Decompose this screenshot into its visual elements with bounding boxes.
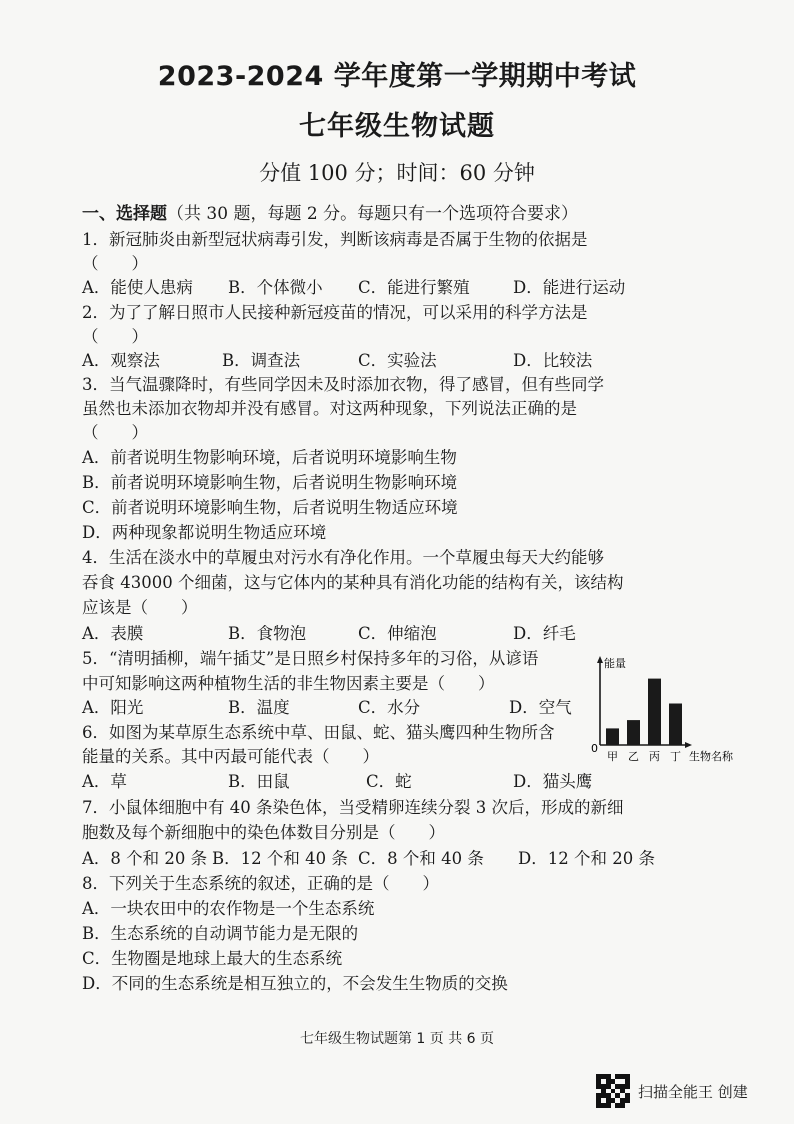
q5-stem-2: 中可知影响这两种植物生活的非生物因素主要是（ ）	[82, 674, 495, 693]
q1-option-c: C．能进行繁殖	[358, 278, 470, 297]
q1-option-b: B．个体微小	[228, 278, 323, 297]
q5-option-c: C．水分	[358, 698, 421, 717]
q2-paren: （ ）	[82, 327, 148, 346]
chart-bar-1	[606, 728, 619, 745]
q1-option-d: D．能进行运动	[513, 278, 626, 297]
chart-category-label-2: 乙	[628, 750, 639, 763]
q2-option-b: B．调查法	[222, 351, 301, 370]
q8-option-b: B．生态系统的自动调节能力是无限的	[82, 924, 359, 943]
q8-option-a: A．一块农田中的农作物是一个生态系统	[82, 899, 375, 918]
q3-option-a: A．前者说明生物影响环境，后者说明环境影响生物	[82, 448, 457, 467]
q3-paren: （ ）	[82, 423, 148, 442]
chart-origin-label: 0	[591, 742, 598, 755]
q7-option-a: A．8 个和 20 条	[82, 849, 208, 868]
q1-paren: （ ）	[82, 254, 148, 273]
q5-option-a: A．阳光	[82, 698, 144, 717]
exam-subtitle: 七年级生物试题	[299, 111, 495, 142]
section-note: （共 30 题，每题 2 分。每题只有一个选项符合要求）	[167, 204, 579, 224]
chart-y-axis-label: 能量	[604, 657, 626, 670]
q4-option-b: B．食物泡	[228, 624, 307, 643]
q4-stem-1: 4．生活在淡水中的草履虫对污水有净化作用。一个草履虫每天大约能够	[82, 548, 604, 567]
q2-option-a: A．观察法	[82, 351, 160, 370]
q3-option-b: B．前者说明环境影响生物，后者说明生物影响环境	[82, 473, 458, 492]
q7-stem-1: 7．小鼠体细胞中有 40 条染色体，当受精卵连续分裂 3 次后，形成的新细	[82, 798, 624, 817]
q3-stem-2: 虽然也未添加衣物却并没有感冒。对这两种现象，下列说法正确的是	[82, 399, 577, 418]
chart-x-axis-label: 生物名称	[689, 750, 733, 763]
q4-stem-2: 吞食 43000 个细菌，这与它体内的某种具有消化功能的结构有关，该结构	[82, 573, 624, 592]
q4-option-a: A．表膜	[82, 624, 144, 643]
page-footer: 七年级生物试题第 1 页 共 6 页	[299, 1031, 495, 1047]
q2-stem: 2．为了了解日照市人民接种新冠疫苗的情况，可以采用的科学方法是	[82, 303, 588, 322]
chart-x-axis-arrow	[685, 742, 692, 748]
scanner-watermark-text: 扫描全能王 创建	[638, 1082, 748, 1101]
energy-bar-chart	[588, 650, 768, 766]
q6-option-c: C．蛇	[366, 772, 412, 791]
q3-stem-1: 3．当气温骤降时，有些同学因未及时添加衣物，得了感冒，但有些同学	[82, 375, 604, 394]
q4-stem-3: 应该是（ ）	[82, 598, 198, 617]
q5-option-d: D．空气	[509, 698, 572, 717]
q6-stem-2: 能量的关系。其中丙最可能代表（ ）	[82, 747, 379, 766]
q7-option-d: D．12 个和 20 条	[518, 849, 655, 868]
q1-option-a: A．能使人患病	[82, 278, 193, 297]
q7-stem-2: 胞数及每个新细胞中的染色体数目分别是（ ）	[82, 823, 445, 842]
q5-stem-1: 5．“清明插柳，端午插艾”是日照乡村保持多年的习俗，从谚语	[82, 649, 539, 668]
q4-option-d: D．纤毛	[513, 624, 576, 643]
q3-option-d: D．两种现象都说明生物适应环境	[82, 523, 327, 542]
q4-option-c: C．伸缩泡	[358, 624, 437, 643]
q6-option-b: B．田鼠	[228, 772, 290, 791]
q6-stem-1: 6．如图为某草原生态系统中草、田鼠、蛇、猫头鹰四种生物所含	[82, 723, 555, 742]
exam-meta: 分值 100 分；时间：60 分钟	[259, 161, 535, 185]
q8-option-c: C．生物圈是地球上最大的生态系统	[82, 949, 343, 968]
q2-option-c: C．实验法	[358, 351, 437, 370]
chart-y-axis-arrow	[597, 656, 603, 663]
q2-option-d: D．比较法	[513, 351, 593, 370]
chart-bar-3	[648, 679, 661, 745]
section-heading: 一、选择题	[82, 204, 167, 224]
chart-category-label-3: 丙	[649, 750, 660, 763]
chart-category-label-4: 丁	[670, 750, 681, 763]
q1-stem: 1．新冠肺炎由新型冠状病毒引发，判断该病毒是否属于生物的依据是	[82, 230, 588, 249]
section-heading-line	[82, 199, 578, 224]
q7-option-b: B．12 个和 40 条	[212, 849, 348, 868]
q8-stem: 8．下列关于生态系统的叙述，正确的是（ ）	[82, 874, 439, 893]
q5-option-b: B．温度	[228, 698, 290, 717]
q8-option-d: D．不同的生态系统是相互独立的，不会发生生物质的交换	[82, 974, 508, 993]
exam-title: 2023-2024 学年度第一学期期中考试	[157, 61, 637, 92]
chart-category-label-1: 甲	[607, 750, 618, 763]
q7-option-c: C．8 个和 40 条	[358, 849, 484, 868]
q3-option-c: C．前者说明环境影响生物，后者说明生物适应环境	[82, 498, 458, 517]
qr-code-icon	[596, 1074, 630, 1108]
q6-option-d: D．猫头鹰	[513, 772, 593, 791]
chart-bar-4	[669, 704, 682, 746]
q6-option-a: A．草	[82, 772, 127, 791]
chart-bar-2	[627, 720, 640, 745]
scanner-watermark	[596, 1074, 748, 1108]
